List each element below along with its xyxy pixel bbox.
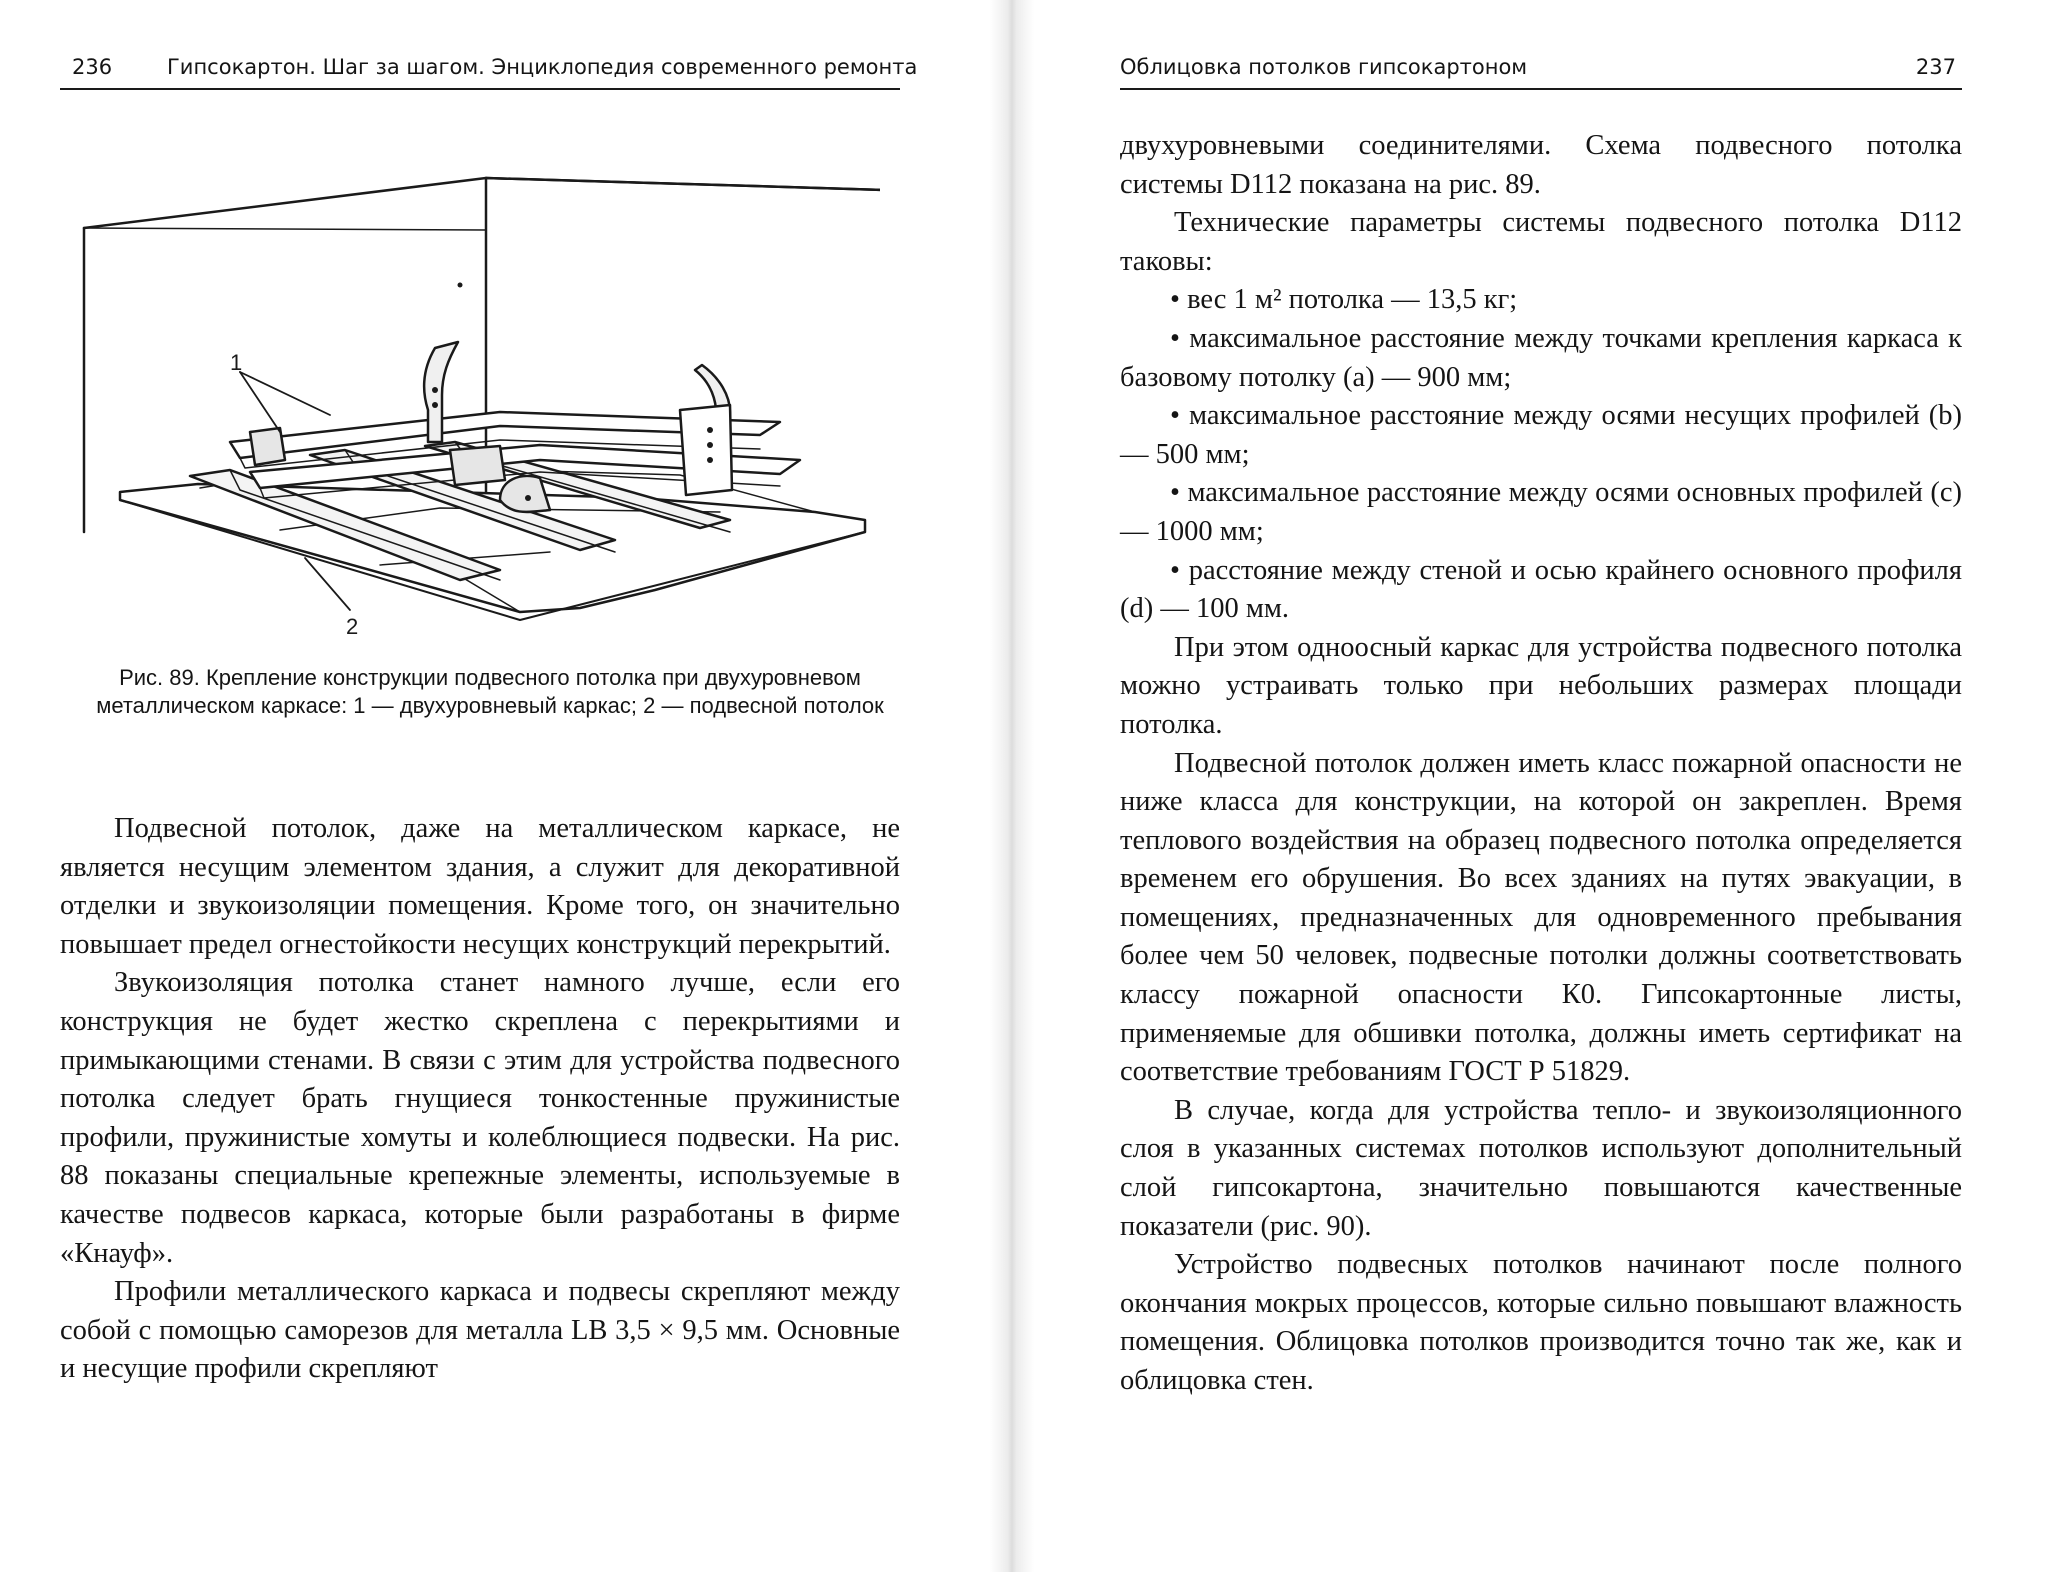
paragraph: Подвесной потолок должен иметь класс пожарной опасности не ниже класса для конструкции, на которой он закреплен. Время теплового воздействия на образец подвесного потолка определяется временем его обрушения. Во всех зданиях на путях эвакуации, в помещениях, предназначенных для одновременного пребывания более чем 50 человек, подвесные потолки должны соответствовать классу пожарной опасности К0. Гипсокартонные листы, применяемые для обшивки потолка, должны иметь сертификат на соответствие требованиям ГОСТ Р 51829. (1120, 747, 1962, 1088)
list-item: • максимальное расстояние между точками крепления каркаса к базовому потолку (а) — 900 мм; (1120, 320, 1962, 397)
right-running-head (1120, 46, 1962, 90)
paragraph: Подвесной потолок, даже на металлическом каркасе, не является несущим элементом здания, а служит для декоративной отделки и звукоизоляции помещения. Кроме того, он значительно повышает предел огнестойкости несущих конструкций перекрытий. (60, 813, 900, 960)
book-gutter (990, 0, 1034, 1572)
right-body-text (1120, 127, 1962, 1401)
list-item: • вес 1 м² потолка — 13,5 кг; (1120, 281, 1962, 320)
left-body-text (60, 810, 900, 1389)
leader-line-2 (305, 558, 350, 610)
ceiling-frame-drawing (80, 160, 880, 640)
continuation-paragraph: двухуровневыми соединителями. Схема подвесного потолка системы D112 показана на рис. 89. (1120, 130, 1962, 200)
paragraph: В случае, когда для устройства тепло- и звукоизоляционного слоя в указанных системах потолков используют дополнительный слой гипсокартона, значительно повышаются качественные показатели (рис. 90). (1120, 1094, 1962, 1242)
paragraph: Звукоизоляция потолка станет намного лучше, если его конструкция не будет жестко скреплена с перекрытиями и примыкающими стенами. В связи с этим для устройства подвесного потолка следует брать гнущиеся тонкостенные пружинистые профили, пружинистые хомуты и колеблющиеся подвески. На рис. 88 показаны специальные крепежные элементы, используемые в качестве подвесов каркаса, которые были разработаны в фирме «Кнауф». (60, 967, 900, 1269)
params-intro: Технические параметры системы подвесного потолка D112 таковы: (1120, 207, 1962, 277)
list-item: • максимальное расстояние между осями несущих профилей (b) — 500 мм; (1120, 397, 1962, 474)
list-item: • расстояние между стеной и осью крайнего основного профиля (d) — 100 мм. (1120, 552, 1962, 629)
connector-center (450, 446, 505, 485)
right-page (1120, 0, 1962, 1572)
paragraph: При этом одноосный каркас для устройства подвесного потолка можно устраивать только при небольших размерах площади потолка. (1120, 631, 1962, 740)
list-item: • максимальное расстояние между осями основных профилей (c) — 1000 мм; (1120, 474, 1962, 551)
figure-label-1: 1 (230, 350, 243, 375)
hanger-bracket-right (680, 405, 732, 495)
figure-label-2: 2 (346, 614, 359, 639)
paragraph: Профили металлического каркаса и подвесы скрепляют между собой с помощью саморезов для металла LB 3,5 × 9,5 мм. Основные и несущие профили скрепляют (60, 1276, 900, 1385)
figure-caption: Рис. 89. Крепление конструкции подвесного потолка при двухуровневом металлическом каркасе: 1 — двухуровневый каркас; 2 — подвесной потолок (96, 665, 884, 718)
ceiling-back-line (84, 228, 486, 230)
left-running-head (60, 46, 918, 90)
left-page-number: 236 (72, 55, 113, 79)
paragraph: Устройство подвесных потолков начинают после полного окончания мокрых процессов, которые сильно повышают влажность помещения. Облицовка потолков производится точно так же, как и облицовка стен. (1120, 1249, 1962, 1396)
ceiling-frame-figure (80, 160, 880, 640)
parameters-list (1120, 281, 1962, 628)
right-page-number: 237 (1915, 55, 1956, 79)
connector-left (250, 428, 285, 465)
left-page (60, 0, 918, 1572)
right-running-title: Облицовка потолков гипсокартоном (1120, 55, 1528, 79)
left-running-title: Гипсокартон. Шаг за шагом. Энциклопедия современного ремонта (167, 55, 918, 79)
